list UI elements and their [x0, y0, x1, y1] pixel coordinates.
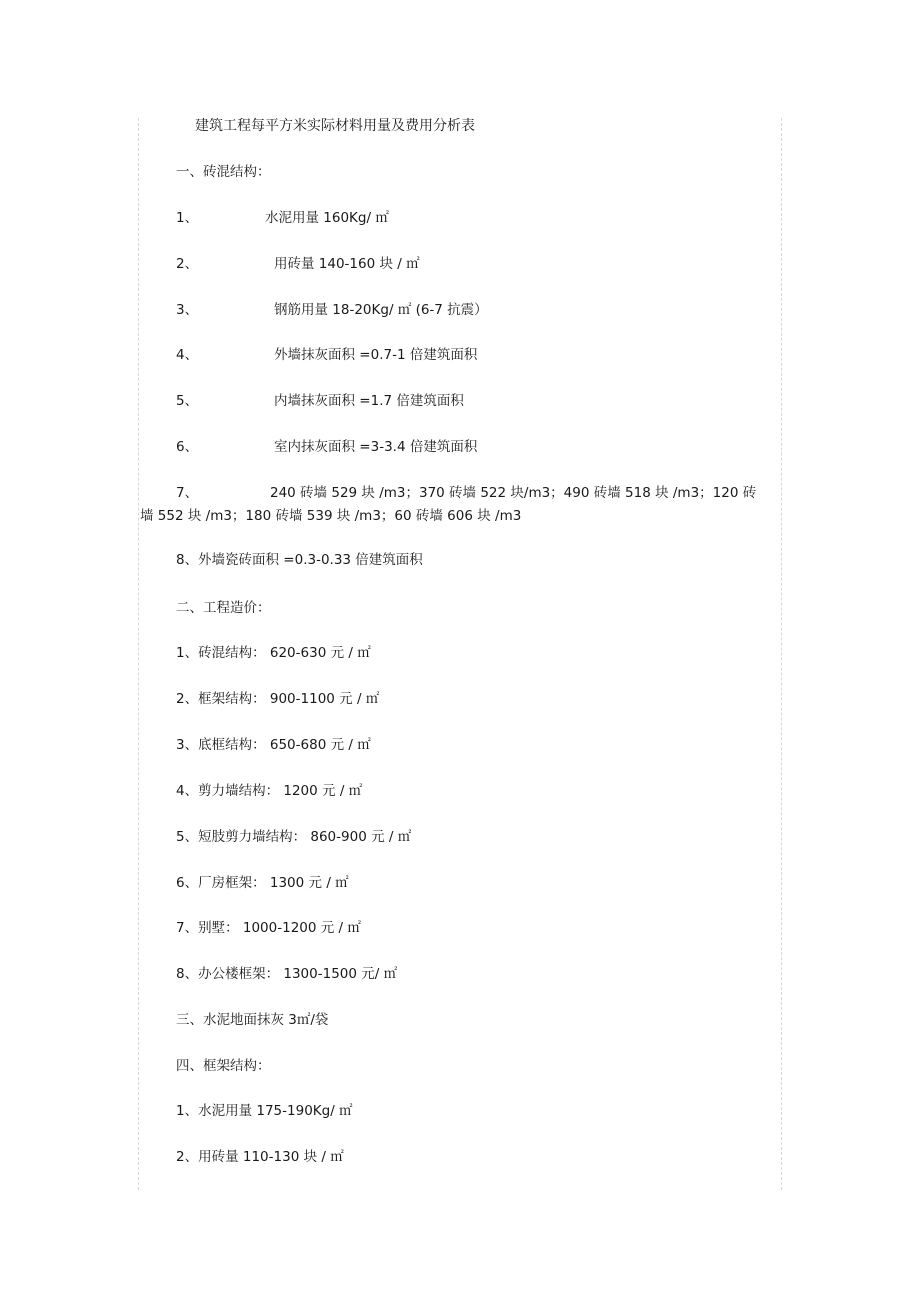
section1-item-6: 6、	[176, 439, 199, 455]
section1-item-6-text: 室内抹灰面积 =3-3.4 倍建筑面积	[274, 439, 478, 455]
section3-heading: 三、水泥地面抹灰 3㎡/袋	[176, 1012, 329, 1028]
section1-item-2: 2、	[176, 256, 199, 272]
section1-item-2-text: 用砖量 140-160 块 / ㎡	[274, 256, 420, 272]
document-title: 建筑工程每平方米实际材料用量及费用分析表	[195, 118, 475, 134]
section1-item-5-text: 内墙抹灰面积 =1.7 倍建筑面积	[274, 393, 464, 409]
section2-item-5: 5、短肢剪力墙结构： 860-900 元 / ㎡	[176, 829, 412, 845]
section1-item-5: 5、	[176, 393, 199, 409]
item-number: 1、	[176, 210, 199, 226]
section1-item-4-text: 外墙抹灰面积 =0.7-1 倍建筑面积	[274, 347, 478, 363]
section1-item-8: 8、	[176, 552, 199, 568]
section1-item-3-text: 钢筋用量 18-20Kg/ ㎡ (6-7 抗震）	[274, 302, 488, 318]
section4-heading: 四、框架结构：	[176, 1058, 271, 1074]
section1-item-3: 3、	[176, 302, 199, 318]
section4-item-2: 2、用砖量 110-130 块 / ㎡	[176, 1149, 344, 1165]
section2-item-7: 7、别墅： 1000-1200 元 / ㎡	[176, 920, 361, 936]
section1-item-4: 4、	[176, 347, 199, 363]
section2-item-4: 4、剪力墙结构： 1200 元 / ㎡	[176, 783, 363, 799]
section1-item-7-text-line2: 墙 552 块 /m3；180 砖墙 539 块 /m3；60 砖墙 606 块 /m3	[140, 508, 522, 524]
section1-item-8-text: 外墙瓷砖面积 =0.3-0.33 倍建筑面积	[198, 552, 423, 568]
page-border-right	[781, 118, 782, 1190]
section2-item-1: 1、砖混结构： 620-630 元 / ㎡	[176, 645, 371, 661]
section1-heading: 一、砖混结构：	[176, 164, 271, 180]
section1-item-7-text-line1: 240 砖墙 529 块 /m3；370 砖墙 522 块/m3；490 砖墙 518 块 /m3；120 砖	[270, 485, 757, 501]
section2-item-6: 6、厂房框架： 1300 元 / ㎡	[176, 875, 349, 891]
section4-item-1: 1、水泥用量 175-190Kg/ ㎡	[176, 1103, 353, 1119]
section2-item-3: 3、底框结构： 650-680 元 / ㎡	[176, 737, 371, 753]
section1-item-7: 7、	[176, 485, 199, 501]
section1-item-1	[176, 209, 198, 227]
section1-item-1-text: 水泥用量 160Kg/ ㎡	[265, 210, 389, 226]
page-border-left	[138, 118, 139, 1190]
section2-item-2: 2、框架结构： 900-1100 元 / ㎡	[176, 691, 380, 707]
section2-item-8: 8、办公楼框架： 1300-1500 元/ ㎡	[176, 966, 398, 982]
section2-heading: 二、工程造价：	[176, 600, 271, 616]
